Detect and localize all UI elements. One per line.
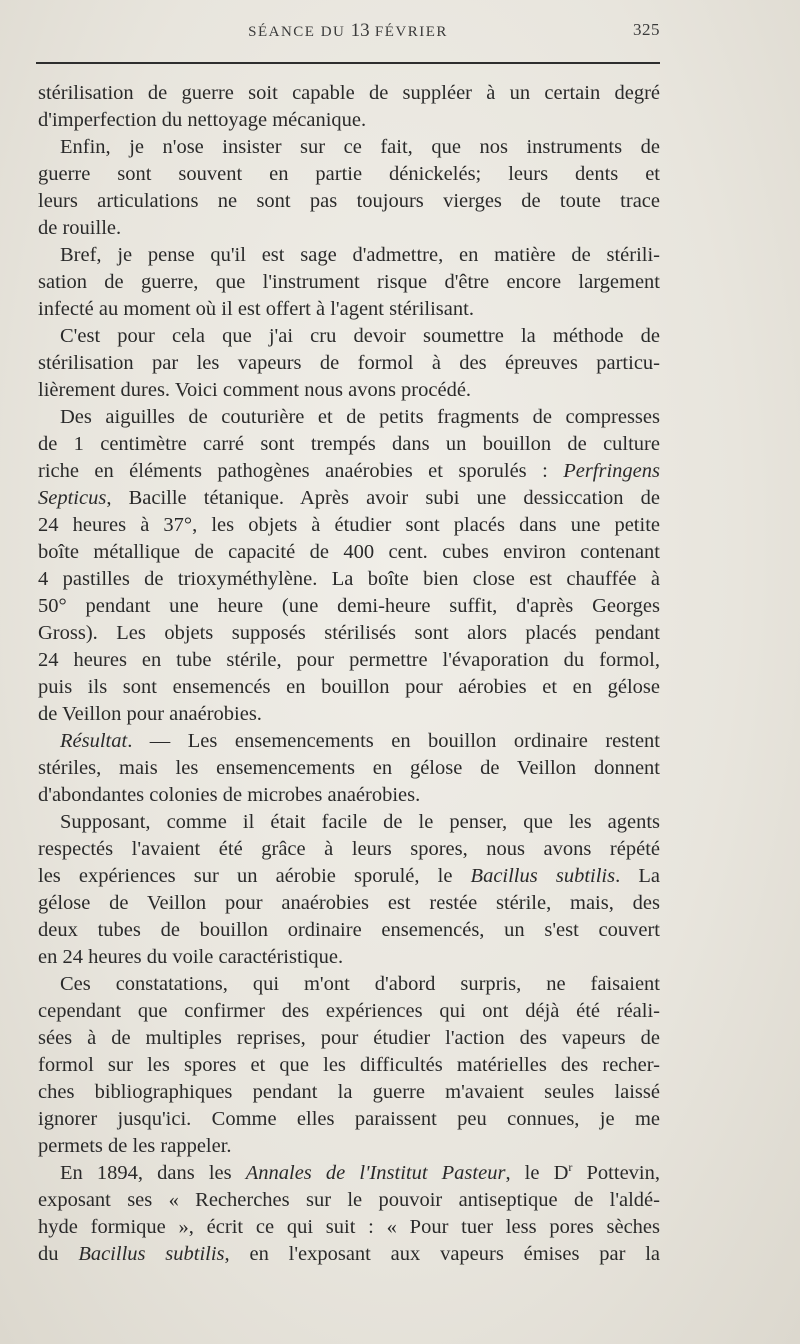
- header-title-prefix: SÉANCE DU: [248, 24, 351, 40]
- text-line: [38, 458, 660, 485]
- text-line: d'imperfection du nettoyage mécanique.: [38, 109, 367, 131]
- text-line: permets de les rappeler.: [38, 1135, 232, 1157]
- text-line: ignorer jusqu'ici. Comme elles paraissent peu connues, je me: [38, 1108, 660, 1130]
- text-line: infecté au moment où il est offert à l'agent stérilisant.: [38, 298, 474, 320]
- text-line: 50° pendant une heure (une demi-heure suffit, d'après Georges: [38, 595, 660, 617]
- text-line: Enfin, je n'ose insister sur ce fait, que nos instruments de: [60, 136, 660, 158]
- text-run: , Bacille tétanique. Après avoir subi une dessiccation de: [106, 487, 660, 509]
- text-line: 4 pastilles de trioxyméthylène. La boîte bien close est chauffée à: [38, 568, 660, 590]
- text-line: stériles, mais les ensemencements en gélose de Veillon donnent: [38, 757, 660, 779]
- header-title-day: 13: [350, 20, 370, 41]
- header-title-suffix: FÉVRIER: [369, 24, 448, 40]
- text-run: , en l'exposant aux vapeurs émises par la: [224, 1243, 660, 1265]
- text-line: d'abondantes colonies de microbes anaérobies.: [38, 784, 421, 806]
- text-run: En 1894, dans les: [60, 1162, 246, 1184]
- text-line: puis ils sont ensemencés en bouillon pour aérobies et en gélose: [38, 676, 660, 698]
- running-header: [36, 20, 660, 46]
- text-line: Supposant, comme il était facile de le penser, que les agents: [60, 811, 660, 833]
- superscript: r: [568, 1160, 573, 1175]
- header-rule: [36, 62, 660, 64]
- text-line: stérilisation par les vapeurs de formol à des épreuves particu-: [38, 352, 660, 374]
- text-line: de Veillon pour anaérobies.: [38, 703, 262, 725]
- text-line: [38, 728, 660, 755]
- text-line: hyde formique », écrit ce qui suit : « Pour tuer less pores sèches: [38, 1216, 660, 1238]
- text-line: C'est pour cela que j'ai cru devoir soumettre la méthode de: [60, 325, 660, 347]
- text-line: 24 heures à 37°, les objets à étudier sont placés dans une petite: [38, 514, 660, 536]
- text-line: [38, 1160, 660, 1187]
- text-line: de rouille.: [38, 217, 122, 239]
- header-title: [36, 20, 660, 42]
- italic-run: Résultat: [60, 730, 128, 752]
- page-number: 325: [633, 20, 660, 39]
- body-text: [38, 80, 660, 1268]
- text-run: . — Les ensemencements en bouillon ordinaire restent: [127, 730, 660, 752]
- text-line: Bref, je pense qu'il est sage d'admettre, en matière de stérili-: [60, 244, 660, 266]
- italic-run: Annales de l'Institut Pasteur: [245, 1162, 506, 1184]
- text-line: gélose de Veillon pour anaérobies est restée stérile, mais, des: [38, 892, 660, 914]
- text-line: leurs articulations ne sont pas toujours vierges de toute trace: [38, 190, 660, 212]
- italic-run: Bacillus subtilis: [470, 865, 616, 887]
- text-line: 24 heures en tube stérile, pour permettre l'évaporation du formol,: [38, 649, 660, 671]
- text-run: Pottevin,: [572, 1162, 660, 1184]
- text-line: ches bibliographiques pendant la guerre m'avaient seules laissé: [38, 1081, 660, 1103]
- text-line: guerre sont souvent en partie dénickelés; leurs dents et: [38, 163, 660, 185]
- text-line: exposant ses « Recherches sur le pouvoir antiseptique de l'aldé-: [38, 1189, 660, 1211]
- text-line: [38, 1241, 660, 1268]
- text-line: Ces constatations, qui m'ont d'abord surpris, ne faisaient: [60, 973, 660, 995]
- text-line: Gross). Les objets supposés stérilisés sont alors placés pendant: [38, 622, 660, 644]
- italic-run: Perfringens: [563, 460, 660, 482]
- text-line: [38, 485, 660, 512]
- text-run: les expériences sur un aérobie sporulé, le: [38, 865, 471, 887]
- text-line: stérilisation de guerre soit capable de suppléer à un certain degré: [38, 82, 660, 104]
- text-line: cependant que confirmer des expériences qui ont déjà été réali-: [38, 1000, 660, 1022]
- text-line: de 1 centimètre carré sont trempés dans un bouillon de culture: [38, 433, 660, 455]
- text-line: sées à de multiples reprises, pour étudier l'action des vapeurs de: [38, 1027, 660, 1049]
- italic-run: Bacillus subtilis: [78, 1243, 225, 1265]
- text-run: , le D: [505, 1162, 569, 1184]
- text-line: formol sur les spores et que les difficultés matérielles des recher-: [38, 1054, 660, 1076]
- text-line: respectés l'avaient été grâce à leurs spores, nous avons répété: [38, 838, 660, 860]
- text-line: lièrement dures. Voici comment nous avons procédé.: [38, 379, 472, 401]
- text-run: du: [38, 1243, 79, 1265]
- text-run: riche en éléments pathogènes anaérobies et sporulés :: [38, 460, 564, 482]
- text-line: [38, 863, 660, 890]
- text-run: . La: [615, 865, 660, 887]
- text-line: en 24 heures du voile caractéristique.: [38, 946, 344, 968]
- italic-run: Septicus: [38, 487, 107, 509]
- text-line: Des aiguilles de couturière et de petits fragments de compresses: [60, 406, 660, 428]
- text-line: sation de guerre, que l'instrument risque d'être encore largement: [38, 271, 660, 293]
- text-line: deux tubes de bouillon ordinaire ensemencés, un s'est couvert: [38, 919, 660, 941]
- text-line: boîte métallique de capacité de 400 cent. cubes environ contenant: [38, 541, 660, 563]
